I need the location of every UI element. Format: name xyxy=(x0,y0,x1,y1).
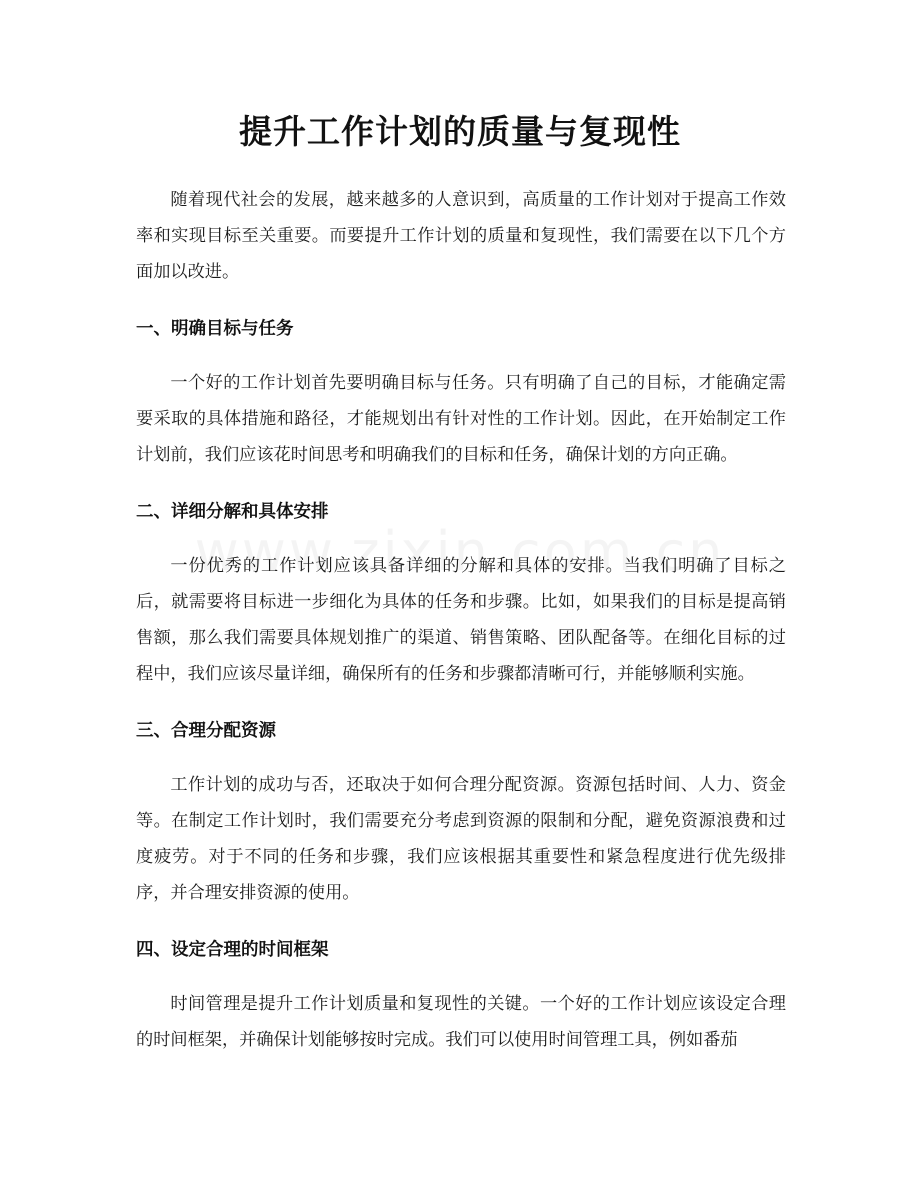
section-paragraph: 一份优秀的工作计划应该具备详细的分解和具体的安排。当我们明确了目标之后，就需要将目标进一步细化为具体的任务和步骤。比如，如果我们的目标是提高销售额，那么我们需要具体规划推广的渠道、销售策略、团队配备等。在细化目标的过程中，我们应该尽量详细，确保所有的任务和步骤都清晰可行，并能够顺利实施。 xyxy=(136,556,786,684)
section-heading: 三、合理分配资源 xyxy=(136,721,276,741)
document-title: 提升工作计划的质量与复现性 xyxy=(239,112,681,151)
section-2 xyxy=(136,494,786,692)
intro-paragraph: 随着现代社会的发展，越来越多的人意识到，高质量的工作计划对于提高工作效率和实现目标至关重要。而要提升工作计划的质量和复现性，我们需要在以下几个方面加以改进。 xyxy=(136,190,786,282)
section-heading: 一、明确目标与任务 xyxy=(136,319,294,339)
section-heading: 二、详细分解和具体安排 xyxy=(136,502,329,522)
section-1 xyxy=(136,311,786,473)
document-body xyxy=(136,182,786,1058)
section-4 xyxy=(136,932,786,1058)
section-paragraph: 时间管理是提升工作计划质量和复现性的关键。一个好的工作计划应该设定合理的时间框架，并确保计划能够按时完成。我们可以使用时间管理工具，例如番茄 xyxy=(136,994,786,1050)
section-paragraph: 工作计划的成功与否，还取决于如何合理分配资源。资源包括时间、人力、资金等。在制定工作计划时，我们需要充分考虑到资源的限制和分配，避免资源浪费和过度疲劳。对于不同的任务和步骤，我们应该根据其重要性和紧急程度进行优先级排序，并合理安排资源的使用。 xyxy=(136,775,786,903)
section-paragraph: 一个好的工作计划首先要明确目标与任务。只有明确了自己的目标，才能确定需要采取的具体措施和路径，才能规划出有针对性的工作计划。因此，在开始制定工作计划前，我们应该花时间思考和明确我们的目标和任务，确保计划的方向正确。 xyxy=(136,373,786,465)
section-3 xyxy=(136,713,786,911)
section-heading: 四、设定合理的时间框架 xyxy=(136,940,329,960)
